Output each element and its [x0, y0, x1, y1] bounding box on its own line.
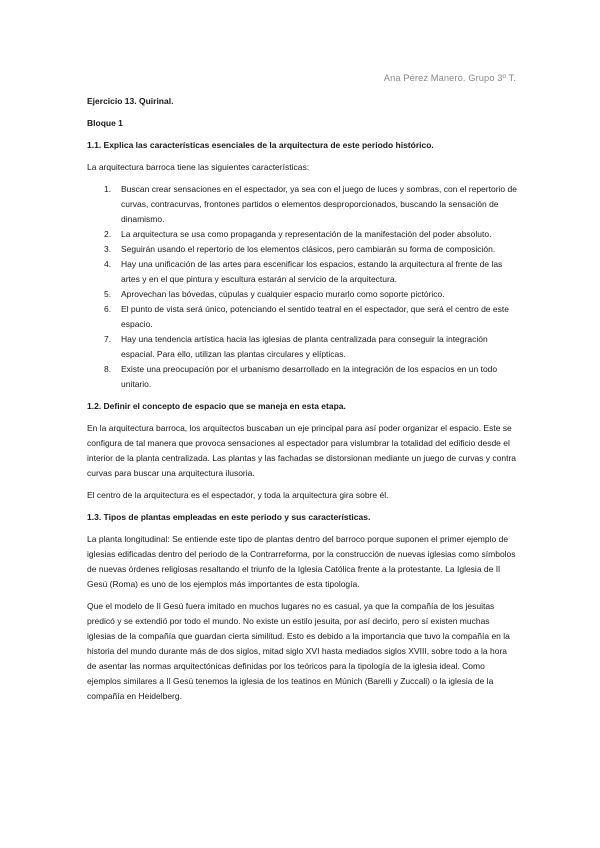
list-text: Hay una tendencia artística hacia las iglesias de planta centralizada para conseguir la integración espacial. Para ello, utilizan las plantas circulares y elípticas. [121, 334, 488, 359]
page-header-author: Ana Pérez Manero. Grupo 3º T. [383, 73, 516, 83]
section-1-intro: La arquitectura barroca tiene las siguientes características: [87, 162, 310, 172]
section-3-heading: 1.3. Tipos de plantas empleadas en este periodo y sus características. [87, 512, 371, 522]
list-number: 2. [104, 229, 112, 239]
list-item [87, 287, 517, 302]
list-item [87, 332, 517, 362]
list-item [87, 227, 517, 242]
list-number: 6. [104, 304, 112, 314]
list-text: La arquitectura se usa como propaganda y representación de la manifestación del poder absoluto. [121, 229, 492, 239]
list-text: El punto de vista será único, potenciando el sentido teatral en el espectador, que será el centro de este espacio. [121, 304, 509, 329]
list-number: 5. [104, 289, 112, 299]
block-title: Bloque 1 [87, 118, 123, 128]
document-body [87, 94, 517, 704]
list-number: 8. [104, 364, 112, 374]
list-text: Existe una preocupación por el urbanismo desarrollado en la integración de los espacios en un todo unitario. [121, 364, 498, 389]
list-text: Hay una unificación de las artes para escenificar los espacios, estando la arquitectura al frente de las artes y en el que pintura y escultura estarán al servicio de la arquitectura. [121, 259, 503, 284]
list-item [87, 362, 517, 392]
section-2-heading: 1.2. Definir el concepto de espacio que se maneja en esta etapa. [87, 401, 346, 411]
list-number: 1. [104, 184, 112, 194]
list-item [87, 257, 517, 287]
characteristics-list [87, 182, 517, 392]
section-1-heading: 1.1. Explica las características esenciales de la arquitectura de este periodo histórico. [87, 140, 434, 150]
section-2-paragraph: El centro de la arquitectura es el espectador, y toda la arquitectura gira sobre él. [87, 490, 389, 500]
list-number: 7. [104, 334, 112, 344]
list-number: 4. [104, 259, 112, 269]
list-text: Aprovechan las bóvedas, cúpulas y cualquier espacio murarlo como soporte pictórico. [121, 289, 445, 299]
exercise-title: Ejercicio 13. Quirinal. [87, 96, 174, 106]
list-item [87, 182, 517, 227]
section-3-paragraph: Que el modelo de Il Gesú fuera imitado en muchos lugares no es casual, ya que la compañía de los jesuitas predicó y se extendió por todo el mundo. No existe un estilo jesuita, por así decirlo, pero sí existen muchas iglesias de la compañía que guardan cierta similitud. Esto es debido a la importancia que tuvo la compañía en la historia del mundo durante más de dos siglos, mitad siglo XVI hasta mediados siglos XVIII, sobre todo a la hora de asentar las normas arquitectónicas definidas por los teóricos para la tipología de la iglesia ideal. Como ejemplos similares a Il Gesú tenemos la iglesia de los teatinos en Múnich (Barelli y Zuccali) o la iglesia de la compañía en Heidelberg. [87, 601, 510, 701]
list-text: Seguirán usando el repertorio de los elementos clásicos, pero cambiarán su forma de composición. [121, 244, 496, 254]
section-2-paragraph: En la arquitectura barroca, los arquitectos buscaban un eje principal para así poder organizar el espacio. Este se configura de tal manera que provoca sensaciones al espectador para vislumbrar la totalidad del edificio desde el interior de la planta centralizada. Las plantas y las fachadas se distorsionan mediante un juego de curvas y contra curvas para buscar una arquitectura ilusoria. [87, 423, 517, 478]
list-item [87, 242, 517, 257]
section-3-paragraph: La planta longitudinal: Se entiende este tipo de plantas dentro del barroco porque suponen el primer ejemplo de iglesias edificadas dentro del periodo de la Contrarreforma, por la construcción de nuevas iglesias como símbolos de nuevas órdenes religiosas resaltando el triunfo de la Iglesia Católica frente a la protestante. La Iglesia de Il Gesú (Roma) es uno de los ejemplos más importantes de esta tipología. [87, 534, 516, 589]
list-number: 3. [104, 244, 112, 254]
list-item [87, 302, 517, 332]
list-text: Buscan crear sensaciones en el espectador, ya sea con el juego de luces y sombras, con el repertorio de curvas, contracurvas, frontones partidos o elementos desproporcionados, buscando la sensación de dinamismo. [121, 184, 517, 224]
